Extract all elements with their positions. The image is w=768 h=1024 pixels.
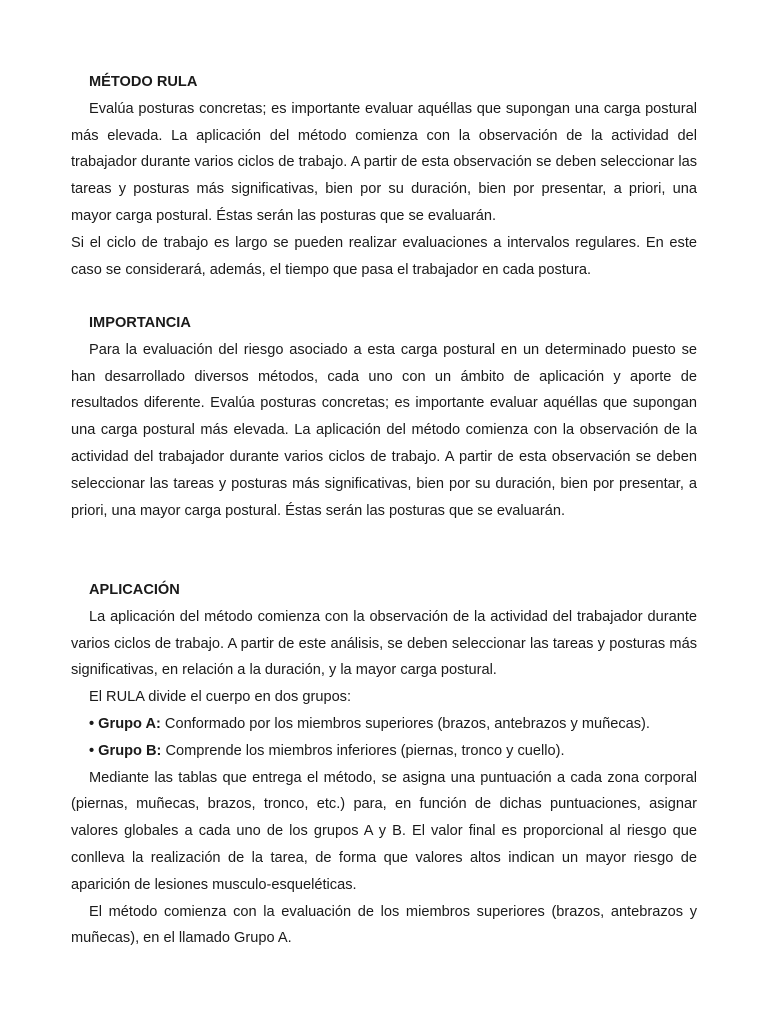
paragraph: Mediante las tablas que entrega el método, se asigna una puntuación a cada zona corporal (piernas, muñecas, brazos, tronco, etc.) para, en función de dichas puntuaciones, asignar valores globales a cada uno de los grupos A y B. El valor final es proporcional al riesgo que conlleva la realización de la tarea, de forma que valores altos indican un mayor riesgo de aparición de lesiones musculo-esqueléticas.: [71, 769, 697, 893]
paragraph: Evalúa posturas concretas; es importante evaluar aquéllas que supongan una carga postural más elevada. La aplicación del método comienza con la observación de la actividad del trabajador durante varios ciclos de trabajo. A partir de esta observación se deben seleccionar las tareas y posturas más significativas, bien por su duración, bien por presentar, a priori, una mayor carga postural. Éstas serán las posturas que se evaluarán.: [71, 100, 697, 224]
paragraph: El método comienza con la evaluación de los miembros superiores (brazos, antebrazos y muñecas), en el llamado Grupo A.: [71, 903, 697, 947]
heading-metodo-rula: MÉTODO RULA: [89, 74, 198, 90]
heading-aplicacion: APLICACIÓN: [89, 582, 180, 598]
paragraph: Para la evaluación del riesgo asociado a esta carga postural en un determinado puesto se han desarrollado diversos métodos, cada uno con un ámbito de aplicación y aporte de resultados diferente. Evalúa posturas concretas; es importante evaluar aquéllas que supongan una carga postural más elevada. La aplicación del método comienza con la observación de la actividad del trabajador durante varios ciclos de trabajo. A partir de esta observación se deben seleccionar las tareas y posturas más significativas, bien por su duración, bien por presentar, a priori, una mayor carga postural. Éstas serán las posturas que se evaluarán.: [71, 341, 697, 519]
paragraph: El RULA divide el cuerpo en dos grupos:: [89, 689, 352, 706]
bullet-label: • Grupo B:: [89, 742, 162, 759]
bullet-text: Comprende los miembros inferiores (piernas, tronco y cuello).: [161, 742, 565, 759]
section-metodo-rula: [71, 69, 697, 283]
section-aplicacion: [71, 577, 697, 952]
bullet-grupo-a: [71, 711, 697, 738]
paragraph: Si el ciclo de trabajo es largo se pueden realizar evaluaciones a intervalos regulares. En este caso se considerará, además, el tiempo que pasa el trabajador en cada postura.: [71, 234, 697, 278]
section-importancia: [71, 310, 697, 524]
paragraph: La aplicación del método comienza con la observación de la actividad del trabajador durante varios ciclos de trabajo. A partir de este análisis, se deben seleccionar las tareas y posturas más significativas, en relación a la duración, y la mayor carga postural.: [71, 608, 697, 679]
bullet-label: • Grupo A:: [89, 715, 161, 732]
bullet-grupo-b: [71, 738, 697, 765]
bullet-text: Conformado por los miembros superiores (brazos, antebrazos y muñecas).: [160, 715, 650, 732]
heading-importancia: IMPORTANCIA: [89, 315, 191, 331]
